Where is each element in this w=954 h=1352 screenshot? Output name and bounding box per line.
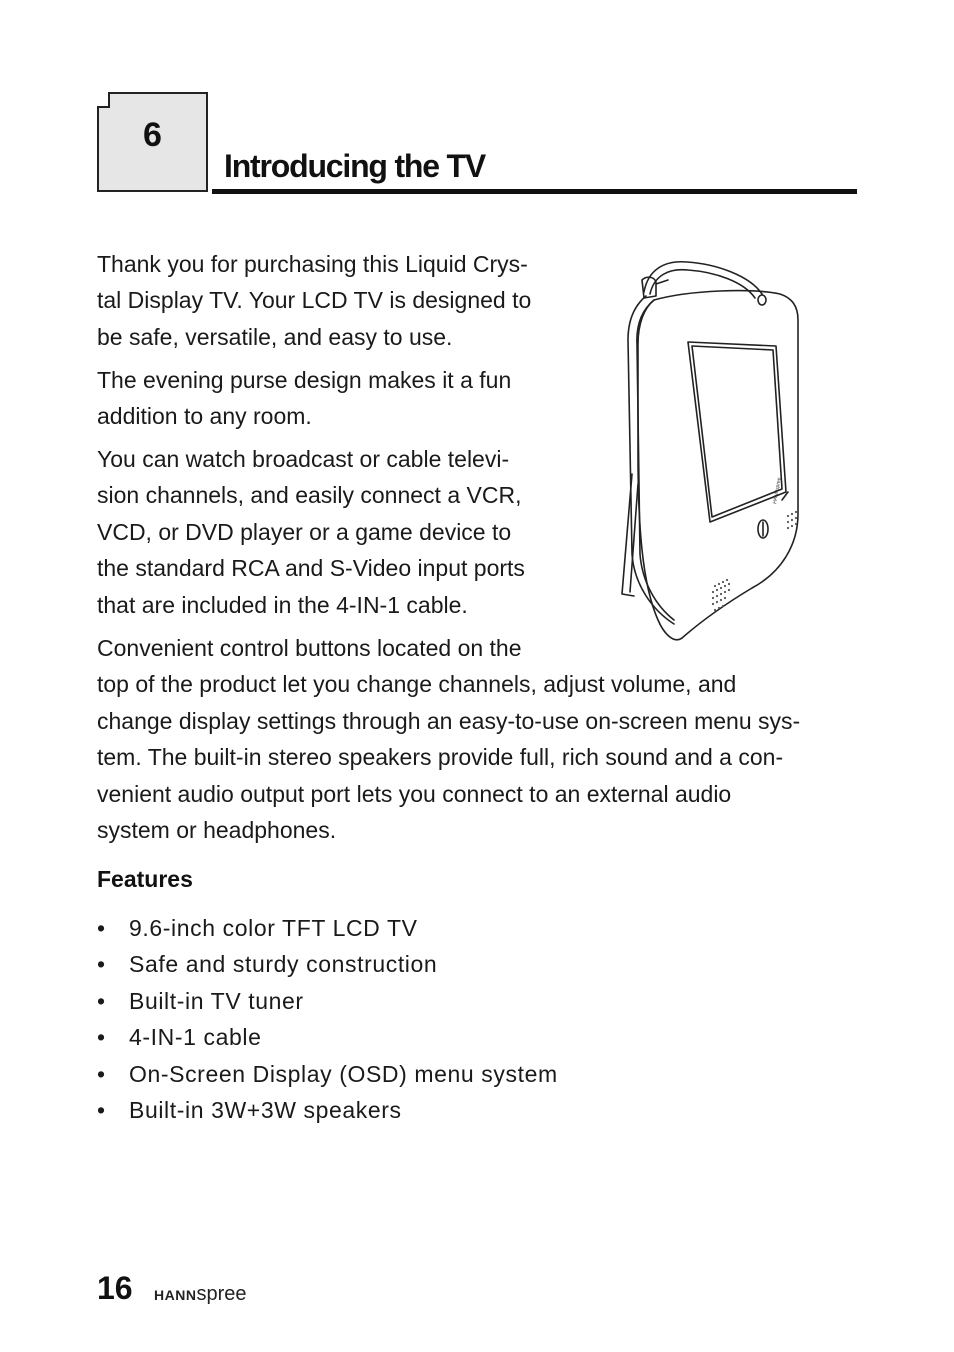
feature-text: On-Screen Display (OSD) menu system [129, 1060, 558, 1087]
intro-paragraph-2 [97, 362, 511, 435]
bullet: • [97, 915, 106, 941]
title-rule [212, 189, 857, 194]
text-line: the standard RCA and S-Video input ports [97, 555, 525, 582]
text-line: You can watch broadcast or cable televi- [97, 446, 510, 472]
list-item [97, 910, 558, 946]
list-item [97, 983, 558, 1019]
text-line: system or headphones. [97, 817, 337, 844]
chapter-tab [97, 92, 208, 192]
bullet: • [97, 1060, 106, 1087]
feature-text: 9.6-inch color TFT LCD TV [129, 915, 418, 941]
features-list [97, 910, 558, 1128]
text-line: that are included in the 4-IN-1 cable. [97, 591, 468, 618]
intro-paragraph-3 [97, 441, 525, 623]
text-line: addition to any room. [97, 403, 312, 430]
feature-text: Built-in TV tuner [129, 987, 304, 1014]
list-item [97, 1056, 558, 1092]
text-line: be safe, versatile, and easy to use. [97, 323, 453, 350]
bullet: • [97, 1024, 106, 1051]
list-item [97, 946, 558, 982]
list-item [97, 1092, 558, 1128]
tv-illustration [612, 254, 812, 650]
list-item [97, 1019, 558, 1055]
text-line: top of the product let you change channels, adjust volume, and [97, 671, 737, 698]
feature-text: Built-in 3W+3W speakers [129, 1097, 402, 1124]
page-number: 16 [97, 1270, 133, 1306]
text-line: Convenient control buttons located on the [97, 635, 522, 661]
chapter-number: 6 [143, 116, 162, 154]
text-line: tem. The built-in stereo speakers provide full, rich sound and a con- [97, 744, 784, 771]
bullet: • [97, 951, 106, 978]
feature-text: Safe and sturdy construction [129, 951, 438, 978]
tv-brand-label: HANNspree [772, 477, 783, 505]
feature-text: 4-IN-1 cable [129, 1024, 262, 1051]
features-heading: Features [97, 866, 193, 892]
text-line: sion channels, and easily connect a VCR, [97, 482, 522, 509]
text-line: The evening purse design makes it a fun [97, 367, 512, 393]
bullet: • [97, 987, 106, 1014]
bullet: • [97, 1097, 106, 1124]
text-line: tal Display TV. Your LCD TV is designed to [97, 287, 532, 314]
text-line: Thank you for purchasing this Liquid Crys- [97, 251, 528, 277]
text-line: venient audio output port lets you connect to an external audio [97, 780, 732, 807]
text-line: VCD, or DVD player or a game device to [97, 518, 512, 545]
chapter-title: Introducing the TV [224, 148, 486, 184]
brand-logo [154, 1283, 246, 1306]
intro-paragraph-4 [97, 630, 800, 848]
brand-bold: HANN [154, 1287, 197, 1303]
brand-light: spree [196, 1283, 247, 1305]
intro-paragraph-1 [97, 246, 531, 355]
text-line: change display settings through an easy-to-use on-screen menu sys- [97, 707, 801, 734]
